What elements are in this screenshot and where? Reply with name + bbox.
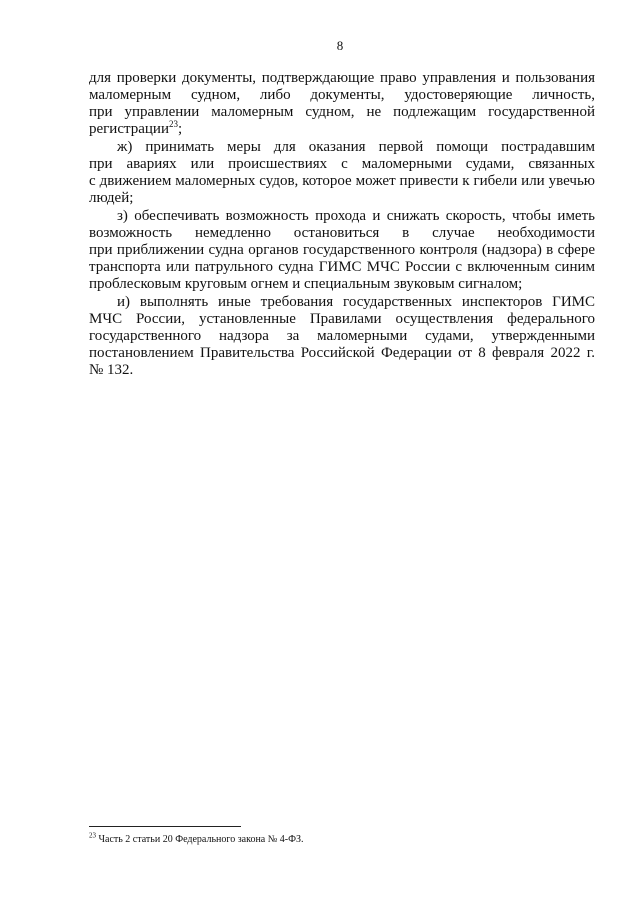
text-line: при управлении маломерным судном, не подлежащим государственной <box>89 104 595 120</box>
text-line: проблесковым круговым огнем и специальным звуковым сигналом; <box>89 276 523 292</box>
text-line: для проверки документы, подтверждающие право управления и пользования <box>89 70 595 86</box>
text-line: транспорта или патрульного судна ГИМС МЧС России с включенным синим <box>89 259 595 275</box>
text-line: при приближении судна органов государственного контроля (надзора) в сфере <box>89 242 595 258</box>
text-line: государственного надзора за маломерными судами, утвержденными <box>89 328 595 344</box>
text-line: при авариях или происшествиях с маломерными судами, связанных <box>89 156 595 172</box>
text-line: маломерным судном, либо документы, удостоверяющие личность, <box>89 87 595 103</box>
text-line: людей; <box>89 190 134 206</box>
text-line: возможность немедленно остановиться в случае необходимости <box>89 225 595 241</box>
text-line: ж) принимать меры для оказания первой помощи пострадавшим <box>117 139 595 155</box>
text-line: и) выполнять иные требования государственных инспекторов ГИМС <box>117 294 595 310</box>
text-line: МЧС России, установленные Правилами осуществления федерального <box>89 311 595 327</box>
document-body <box>89 70 595 379</box>
page-number: 8 <box>336 38 344 53</box>
text-line: № 132. <box>89 362 134 378</box>
text-line: з) обеспечивать возможность прохода и снижать скорость, чтобы иметь <box>117 208 595 224</box>
text-fragment: ; <box>177 121 183 137</box>
text-line <box>89 121 595 138</box>
footnote-divider <box>89 826 241 827</box>
footnote-marker: 23 <box>89 831 96 840</box>
text-line: с движением маломерных судов, которое может привести к гибели или увечью <box>89 173 595 189</box>
text-line: постановлением Правительства Российской Федерации от 8 февраля 2022 г. <box>89 345 595 361</box>
footnote-reference: 23 <box>168 119 178 129</box>
text-fragment: регистрации <box>89 121 169 137</box>
footnote-text: Часть 2 статьи 20 Федерального закона № 4-ФЗ. <box>98 834 304 845</box>
footnote <box>89 831 304 846</box>
